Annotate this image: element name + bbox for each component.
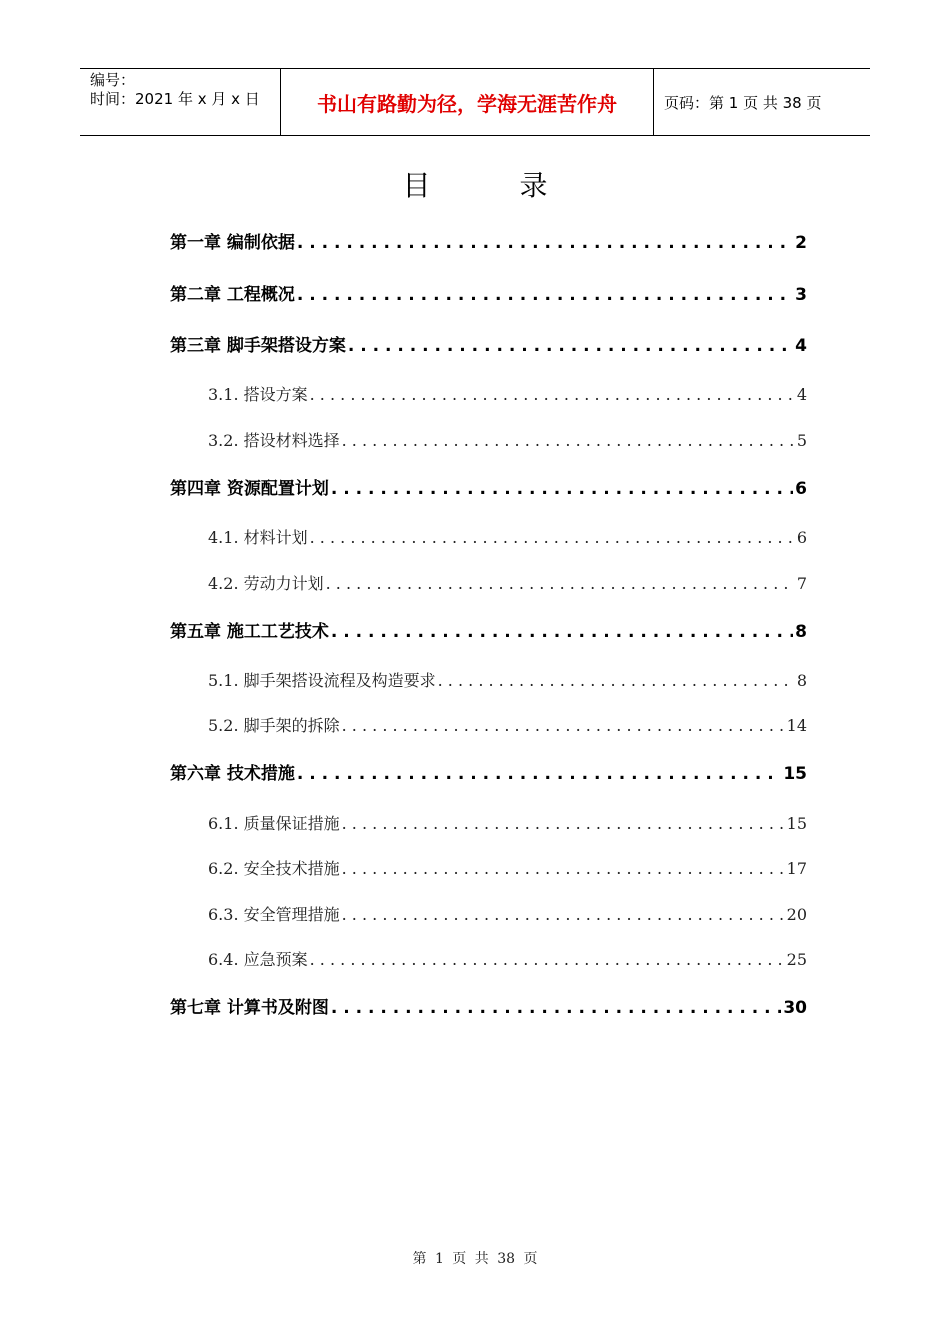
- toc-entry-section-5-1[interactable]: [208, 668, 807, 691]
- toc-entry-section-6-3[interactable]: [208, 902, 807, 925]
- document-date-label: 时间：2021 年 x 月 x 日: [90, 90, 260, 108]
- toc-entry-page: 4: [795, 336, 807, 356]
- toc-entry-chapter-3[interactable]: [170, 331, 807, 356]
- toc-leader-dots: [297, 285, 793, 305]
- toc-entry-label: 第五章 施工工艺技术: [170, 622, 329, 642]
- toc-entry-page: 5: [796, 431, 807, 450]
- toc-entry-page: 14: [786, 716, 807, 735]
- toc-entry-page: 30: [783, 998, 807, 1018]
- toc-leader-dots: [310, 528, 795, 547]
- toc-entry-section-6-2[interactable]: [208, 856, 807, 879]
- toc-entry-label: 第二章 工程概况: [170, 285, 295, 305]
- toc-entry-label: 4.2. 劳动力计划: [208, 574, 324, 593]
- toc-leader-dots: [331, 998, 781, 1018]
- toc-entry-label: 3.2. 搭设材料选择: [208, 431, 340, 450]
- toc-entry-section-3-1[interactable]: [208, 382, 807, 405]
- toc-leader-dots: [310, 385, 795, 404]
- toc-entry-section-4-1[interactable]: [208, 525, 807, 548]
- toc-entry-page: 6: [795, 479, 807, 499]
- toc-leader-dots: [331, 622, 793, 642]
- toc-entry-label: 5.2. 脚手架的拆除: [208, 716, 340, 735]
- toc-entry-label: 3.1. 搭设方案: [208, 385, 308, 404]
- toc-entry-chapter-7[interactable]: [170, 993, 807, 1018]
- toc-leader-dots: [297, 764, 781, 784]
- toc-entry-section-4-2[interactable]: [208, 571, 807, 594]
- toc-entry-label: 第七章 计算书及附图: [170, 998, 329, 1018]
- toc-entry-label: 4.1. 材料计划: [208, 528, 308, 547]
- toc-leader-dots: [297, 233, 793, 253]
- toc-entry-chapter-4[interactable]: [170, 474, 807, 499]
- toc-entry-label: 6.4. 应急预案: [208, 950, 308, 969]
- toc-leader-dots: [342, 716, 785, 735]
- toc-entry-chapter-5[interactable]: [170, 617, 807, 642]
- header-motto: 书山有路勤为径，学海无涯苦作舟: [281, 69, 654, 135]
- toc-entry-chapter-2[interactable]: [170, 280, 807, 305]
- toc-entry-label: 第六章 技术措施: [170, 764, 295, 784]
- toc-leader-dots: [326, 574, 795, 593]
- toc-entry-page: 4: [796, 385, 807, 404]
- toc-title: 目 录: [402, 169, 588, 202]
- toc-entry-page: 2: [795, 233, 807, 253]
- toc-leader-dots: [342, 905, 785, 924]
- toc-entry-section-5-2[interactable]: [208, 713, 807, 736]
- toc-entry-page: 15: [783, 764, 807, 784]
- toc-entry-label: 6.2. 安全技术措施: [208, 859, 340, 878]
- toc-entry-chapter-6[interactable]: [170, 759, 807, 784]
- toc-leader-dots: [342, 814, 785, 833]
- toc-entry-label: 6.3. 安全管理措施: [208, 905, 340, 924]
- toc-entry-label: 6.1. 质量保证措施: [208, 814, 340, 833]
- toc-leader-dots: [331, 479, 793, 499]
- page-footer: 第 1 页 共 38 页: [412, 1251, 538, 1267]
- toc-entry-page: 7: [796, 574, 807, 593]
- toc-entry-page: 15: [786, 814, 807, 833]
- toc-entry-page: 20: [786, 905, 807, 924]
- toc-leader-dots: [342, 859, 785, 878]
- toc-entry-section-3-2[interactable]: [208, 428, 807, 451]
- toc-entry-page: 17: [786, 859, 807, 878]
- header-page-info: 页码：第 1 页 共 38 页: [664, 93, 822, 112]
- document-number-label: 编号：: [90, 71, 136, 89]
- toc-entry-page: 3: [795, 285, 807, 305]
- toc-entry-page: 6: [796, 528, 807, 547]
- toc-entry-label: 第四章 资源配置计划: [170, 479, 329, 499]
- toc-entry-page: 8: [795, 622, 807, 642]
- toc-leader-dots: [348, 336, 793, 356]
- toc-entry-page: 8: [796, 671, 807, 690]
- toc-entry-chapter-1[interactable]: [170, 228, 807, 253]
- toc-entry-section-6-1[interactable]: [208, 811, 807, 834]
- toc-entry-label: 5.1. 脚手架搭设流程及构造要求: [208, 671, 436, 690]
- toc-entry-page: 25: [786, 950, 807, 969]
- toc-leader-dots: [310, 950, 785, 969]
- toc-leader-dots: [342, 431, 795, 450]
- toc-entry-section-6-4[interactable]: [208, 947, 807, 970]
- toc-leader-dots: [438, 671, 795, 690]
- toc-entry-label: 第三章 脚手架搭设方案: [170, 336, 346, 356]
- toc-entry-label: 第一章 编制依据: [170, 233, 295, 253]
